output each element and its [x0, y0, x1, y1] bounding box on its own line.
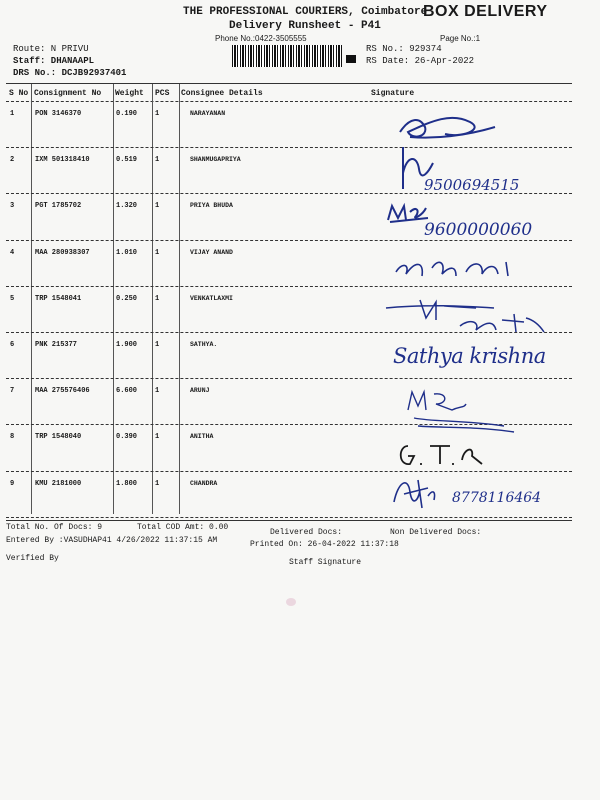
row-consignment: PGT 1785702: [35, 202, 82, 211]
signature-2-phone: 9500694515: [424, 176, 520, 194]
staff-label: Staff: DHANAAPL: [13, 56, 95, 66]
row-consignee: ARUNJ: [190, 387, 210, 395]
row-consignee: CHANDRA: [190, 479, 218, 487]
staff-signature: Staff Signature: [289, 558, 362, 567]
row-weight: 0.390: [116, 433, 138, 442]
row-divider: [6, 286, 572, 287]
col-pcs: PCS: [155, 89, 170, 98]
row-consignee: VENKATLAXMI: [190, 294, 233, 302]
row-consignment: KMU 2181000: [35, 479, 82, 488]
col-separator: [152, 84, 153, 514]
row-pcs: 1: [155, 202, 160, 211]
row-sno: 8: [10, 433, 15, 442]
entered-by: Entered By :VASUDHAP41 4/26/2022 11:37:15 AM: [6, 536, 218, 545]
drs-number: DRS No.: DCJB92937401: [13, 68, 127, 78]
row-divider: [6, 471, 572, 472]
row-pcs: 1: [155, 156, 160, 165]
runsheet-title: Delivery Runsheet - P41: [229, 20, 381, 32]
col-consignment: Consignment No: [34, 89, 102, 98]
row-pcs: 1: [155, 248, 160, 257]
row-sno: 1: [10, 110, 15, 118]
header-divider: [6, 83, 572, 84]
row-weight: 0.190: [116, 110, 138, 118]
row-consignment: MAA 275576406: [35, 387, 90, 396]
page-number: Page No.:1: [440, 34, 481, 43]
signature-3-phone: 9600000060: [424, 220, 533, 240]
signature-7: [404, 388, 524, 434]
row-weight: 1.900: [116, 341, 138, 349]
row-consignment: TRP 1548041: [35, 294, 82, 303]
row-sno: 2: [10, 156, 15, 165]
rs-number: RS No.: 929374: [366, 44, 442, 54]
signature-9: [388, 472, 448, 512]
col-separator: [113, 84, 114, 514]
row-divider: [6, 378, 572, 379]
barcode: [232, 45, 342, 67]
row-divider: [6, 147, 572, 148]
col-separator: [31, 84, 32, 514]
signature-9-phone: 8778116464: [452, 490, 542, 506]
row-pcs: 1: [155, 341, 160, 349]
route-label: Route: N PRIVU: [13, 44, 89, 54]
row-pcs: 1: [155, 294, 160, 303]
row-weight: 1.320: [116, 202, 138, 211]
row-divider: [6, 517, 572, 518]
ink-smudge: [286, 598, 296, 606]
row-pcs: 1: [155, 387, 160, 396]
row-weight: 1.010: [116, 248, 138, 257]
row-consignee: NARAYANAN: [190, 110, 226, 117]
row-consignee: VIJAY ANAND: [190, 248, 233, 256]
row-consignment: PNK 215377: [35, 341, 78, 349]
row-consignee: PRIYA BHUDA: [190, 202, 233, 210]
phone-number: Phone No.:0422-3505555: [215, 34, 307, 43]
row-consignment: TRP 1548040: [35, 433, 82, 442]
row-weight: 0.519: [116, 156, 138, 165]
verified-by: Verified By: [6, 554, 59, 563]
row-sno: 4: [10, 248, 15, 257]
signature-1: [390, 112, 500, 144]
row-pcs: 1: [155, 110, 160, 118]
box-delivery-title: BOX DELIVERY: [423, 3, 548, 20]
signature-4: [392, 252, 522, 284]
col-separator: [179, 84, 180, 514]
signature-6: Sathya krishna: [393, 344, 546, 368]
row-weight: 6.600: [116, 387, 138, 396]
col-weight: Weight: [115, 89, 144, 98]
row-consignee: SATHYA.: [190, 341, 218, 348]
row-pcs: 1: [155, 479, 160, 488]
col-consignee: Consignee Details: [181, 89, 263, 98]
footer-divider: [6, 520, 572, 521]
row-sno: 9: [10, 479, 15, 488]
signature-5: [384, 296, 554, 336]
signature-8: [394, 438, 486, 470]
row-weight: 1.800: [116, 479, 138, 488]
col-signature: Signature: [371, 89, 415, 98]
rs-date: RS Date: 26-Apr-2022: [366, 56, 475, 66]
row-sno: 7: [10, 387, 15, 396]
header-rule: [6, 101, 572, 102]
col-sno: S No: [9, 89, 29, 98]
total-docs: Total No. Of Docs: 9: [6, 523, 103, 532]
row-weight: 0.250: [116, 294, 138, 303]
total-cod: Total COD Amt: 0.00: [137, 523, 229, 532]
printed-on: Printed On: 26-04-2022 11:37:18: [250, 540, 399, 549]
row-consignee: ANITHA: [190, 433, 214, 441]
non-delivered-docs: Non Delivered Docs:: [390, 528, 482, 537]
barcode-mark: [346, 55, 356, 63]
row-consignment: IXM 501318410: [35, 156, 90, 165]
row-sno: 5: [10, 294, 15, 303]
row-consignee: SHANMUGAPRIYA: [190, 156, 241, 164]
row-consignment: PON 3146370: [35, 110, 82, 118]
row-consignment: MAA 280938307: [35, 248, 90, 257]
row-sno: 6: [10, 341, 15, 349]
delivered-docs: Delivered Docs:: [270, 528, 343, 537]
row-sno: 3: [10, 202, 15, 211]
company-name: THE PROFESSIONAL COURIERS, Coimbatore: [183, 6, 428, 18]
row-pcs: 1: [155, 433, 160, 442]
